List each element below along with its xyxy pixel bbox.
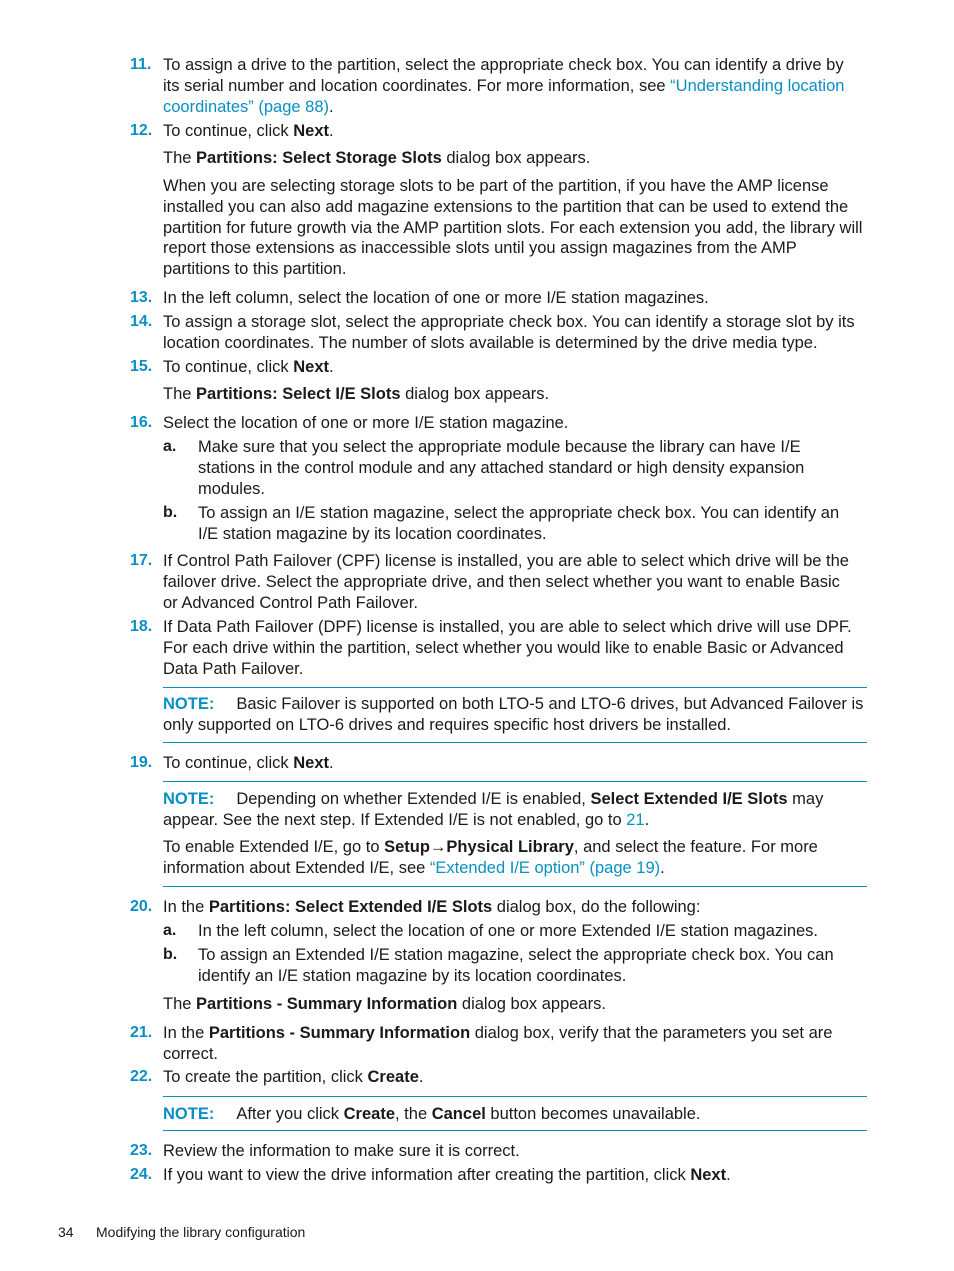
substep-letter: b. — [163, 946, 178, 963]
note-enable-extended-ie — [163, 837, 867, 879]
step-20b-text: To assign an Extended I/E station magazine, select the appropriate check box. You can identify an I/E station magazine by its location coordinates. — [198, 946, 834, 985]
step-number: 24. — [130, 1166, 153, 1183]
text: The — [163, 149, 197, 167]
step-16-text: Select the location of one or more I/E station magazine. — [163, 414, 569, 432]
text: To continue, click — [163, 358, 294, 376]
substep-letter: a. — [163, 438, 177, 455]
text: To continue, click — [163, 754, 294, 772]
note-extended-ie — [163, 789, 867, 831]
step-20-text — [163, 897, 863, 918]
substep-letter: b. — [163, 504, 178, 521]
step-number: 13. — [130, 289, 153, 306]
text: . — [644, 810, 650, 829]
step-number: 18. — [130, 618, 153, 635]
step-number: 14. — [130, 313, 153, 330]
text: Depending on whether Extended I/E is enabled, — [236, 790, 591, 808]
step-16b-text: To assign an I/E station magazine, select the appropriate check box. You can identify an I/E station magazine by its location coordinates. — [198, 504, 840, 543]
text: may appear. See the next step. If Extended I/E is not enabled, go to — [163, 790, 824, 829]
step-17-text: If Control Path Failover (CPF) license is installed, you are able to select which drive will be the failover drive. Select the appropriate drive, and then select whether you want to enable Basic or Advanced Control Path Failover. — [163, 552, 849, 612]
text: dialog box appears. — [457, 995, 606, 1013]
text: dialog box, verify that the parameters you set are correct. — [163, 1024, 833, 1063]
bold-term: Partitions: Select I/E Slots — [196, 385, 401, 403]
text: dialog box, do the following: — [492, 898, 701, 916]
bold-term: Create — [343, 1105, 396, 1123]
text: . — [418, 1068, 424, 1086]
bold-term: Cancel — [431, 1105, 486, 1123]
text: In the — [163, 898, 209, 916]
bold-term: Create — [367, 1068, 419, 1086]
step-11-text — [163, 55, 863, 117]
page-number: 34 — [58, 1224, 74, 1240]
bold-term: Select Extended I/E Slots — [590, 790, 788, 808]
understanding-location-link[interactable]: “Understanding location coordinates” (page 88) — [163, 76, 845, 116]
step-12-text — [163, 121, 863, 142]
text: Basic Failover is supported on both LTO-5 and LTO-6 drives, but Advanced Failover is only supported on LTO-6 drives and requires specific host drivers be installed. — [163, 695, 864, 734]
substep-letter: a. — [163, 922, 177, 939]
text: If you want to view the drive information after creating the partition, click — [163, 1166, 691, 1184]
step-20a-text: In the left column, select the location of one or more Extended I/E station magazines. — [198, 922, 819, 940]
note-label: NOTE: — [163, 790, 215, 808]
note-top-rule — [163, 687, 867, 688]
text: dialog box appears. — [400, 385, 550, 403]
step-15-result — [163, 384, 863, 405]
text: To enable Extended I/E, go to — [163, 838, 385, 856]
step-number: 19. — [130, 754, 153, 771]
bold-term: Physical Library — [446, 838, 574, 856]
bold-term: Partitions - Summary Information — [208, 1024, 471, 1042]
text: , and select the feature. For more information about Extended I/E, see — [163, 838, 818, 877]
bold-term: Next — [293, 754, 329, 772]
bold-term: Next — [293, 122, 329, 140]
step-18-text: If Data Path Failover (DPF) license is installed, you are able to select which drive will use DPF. For each drive within the partition, select whether you would like to enable Basic or Advanced Data Path Failover. — [163, 618, 852, 678]
note-label: NOTE: — [163, 1105, 215, 1123]
step-number: 11. — [130, 56, 152, 73]
bold-term: Partitions - Summary Information — [196, 995, 458, 1013]
note-top-rule — [163, 1096, 867, 1097]
step-23-text: Review the information to make sure it is correct. — [163, 1142, 520, 1160]
step-13-text: In the left column, select the location of one or more I/E station magazines. — [163, 289, 709, 307]
step-number: 12. — [130, 122, 153, 139]
step-number: 23. — [130, 1142, 153, 1159]
text: The — [163, 385, 197, 403]
step-number: 15. — [130, 358, 153, 375]
note-bottom-rule — [163, 742, 867, 743]
bold-term: Next — [690, 1166, 727, 1184]
text: To create the partition, click — [163, 1068, 368, 1086]
text: . — [329, 122, 334, 140]
text: . — [329, 97, 334, 116]
note-cancel-unavailable — [163, 1104, 867, 1125]
step-20-result — [163, 994, 863, 1015]
text: , the — [395, 1105, 432, 1123]
step-number: 20. — [130, 898, 153, 915]
footer-section-title: Modifying the library configuration — [96, 1224, 306, 1240]
step-15-text — [163, 357, 863, 378]
text: After you click — [236, 1105, 344, 1123]
text: The — [163, 995, 197, 1013]
extended-ie-option-link[interactable]: “Extended I/E option” (page 19) — [429, 858, 661, 877]
arrow-glyph: → — [429, 838, 447, 856]
step-21-link[interactable]: 21 — [626, 810, 645, 829]
text: . — [726, 1166, 731, 1184]
bold-term: Partitions: Select Storage Slots — [196, 149, 442, 167]
step-12-result — [163, 148, 863, 169]
bold-term: Next — [293, 358, 329, 376]
text: dialog box appears. — [441, 149, 591, 167]
note-failover — [163, 694, 867, 736]
step-number: 16. — [130, 414, 153, 431]
step-14-text: To assign a storage slot, select the appropriate check box. You can identify a storage slot by its location coordinates. The number of slots available is determined by the drive media type. — [163, 313, 855, 352]
step-19-text — [163, 753, 863, 774]
note-top-rule — [163, 781, 867, 782]
amp-license-paragraph: When you are selecting storage slots to be part of the partition, if you have the AMP license installed you can also add magazine extensions to the partition that can be used to extend the partition for future growth via the AMP partition slots. For each extension you add, the library will report those extensions as inaccessible slots until you assign magazines from the AMP partitions to this partition. — [163, 177, 863, 279]
note-bottom-rule — [163, 886, 867, 887]
text: To assign a drive to the partition, select the appropriate check box. You can identify a drive by its serial number and location coordinates. For more information, see — [163, 56, 844, 95]
bold-term: Setup — [384, 838, 430, 856]
step-21-text — [163, 1023, 853, 1065]
step-number: 17. — [130, 552, 153, 569]
step-number: 22. — [130, 1068, 153, 1085]
step-number: 21. — [130, 1024, 153, 1041]
text: button becomes unavailable. — [485, 1105, 701, 1123]
note-label: NOTE: — [163, 695, 215, 713]
text: In the — [163, 1024, 209, 1042]
step-22-text — [163, 1067, 863, 1088]
note-bottom-rule — [163, 1130, 867, 1131]
step-16a-text: Make sure that you select the appropriate module because the library can have I/E stations in the control module and any attached standard or high density expansion modules. — [198, 438, 805, 498]
text: . — [660, 858, 665, 877]
step-24-text — [163, 1165, 873, 1186]
text: . — [329, 754, 334, 772]
text: . — [329, 358, 334, 376]
bold-term: Partitions: Select Extended I/E Slots — [208, 898, 493, 916]
text: To continue, click — [163, 122, 294, 140]
